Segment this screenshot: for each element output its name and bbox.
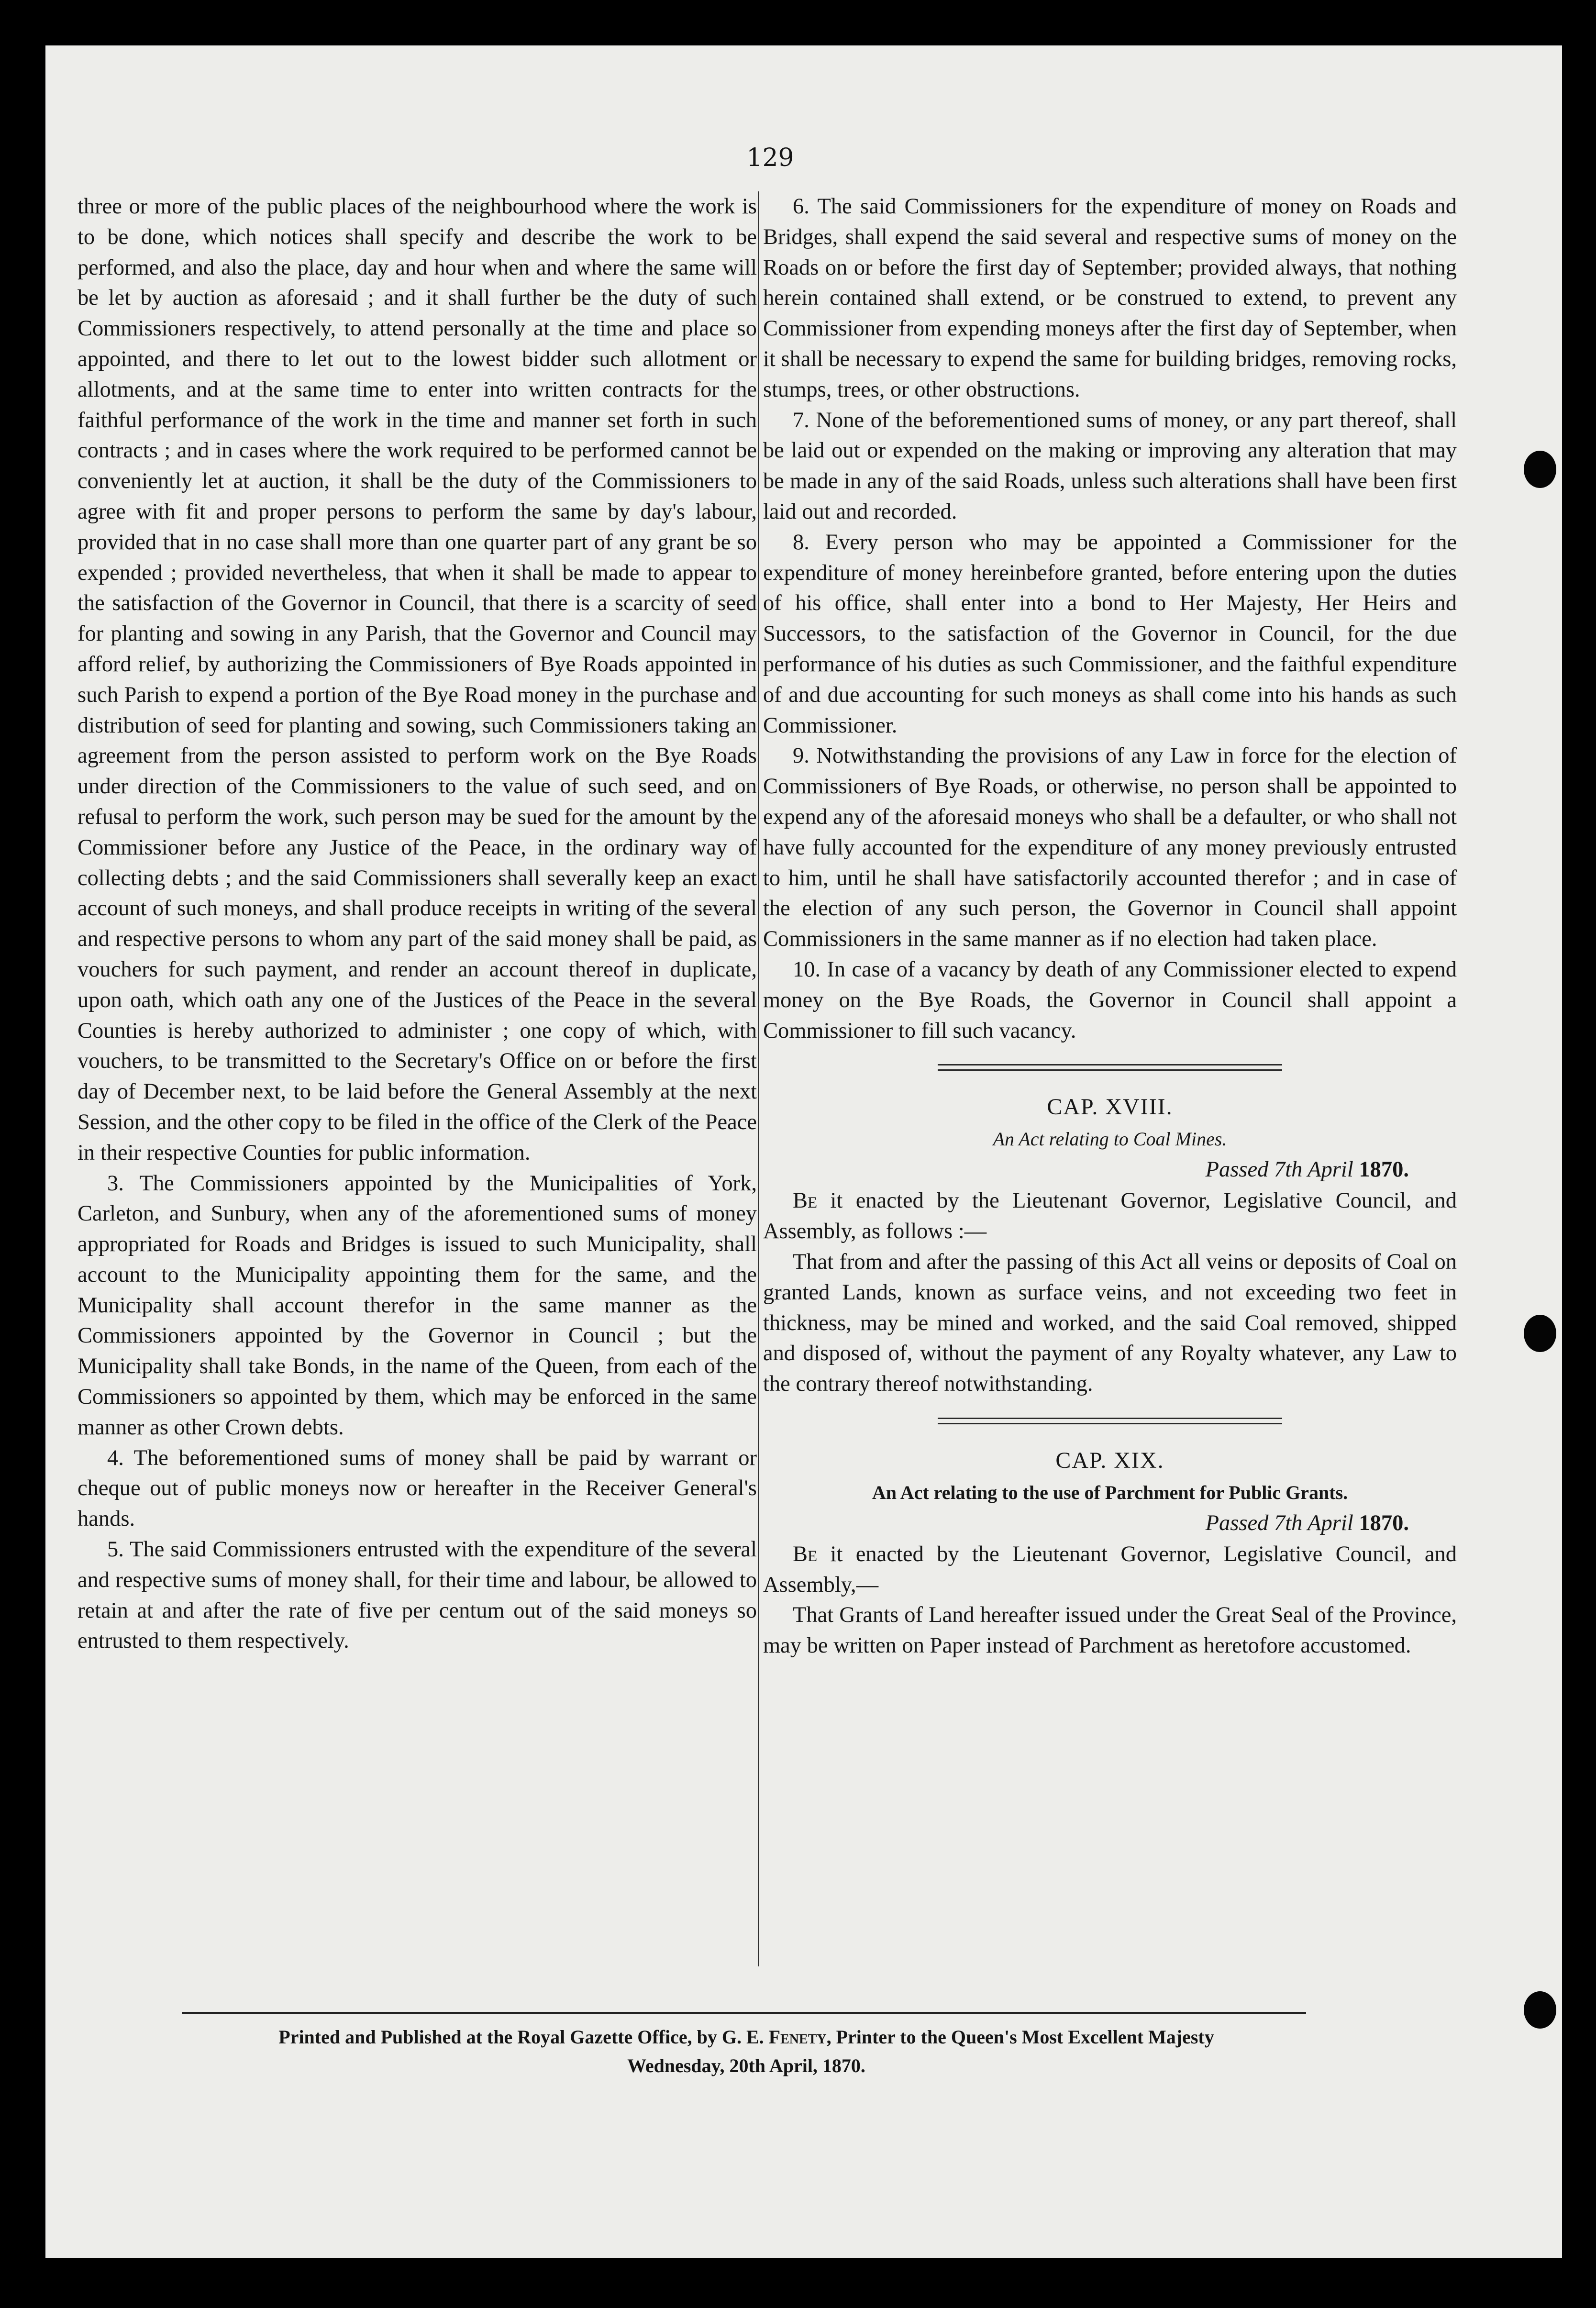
cap19-subtitle: An Act relating to the use of Parchment for Public Grants. [872,1481,1348,1503]
section-5: 5. The said Commissioners entrusted with the expenditure of the several and respective sums of money shall, for their time and labour, be allowed to retain at and after the rate of five per centum out of the said moneys so entrusted to them respectively. [78,1537,757,1653]
section-4: 4. The beforementioned sums of money shall be paid by warrant or cheque out of public moneys now or hereafter in the Receiver General's hands. [78,1445,757,1531]
section-10: 10. In case of a vacancy by death of any Commissioner elected to expend money on the Bye Roads, the Governor in Council shall appoint a Commissioner to fill such vacancy. [763,957,1457,1043]
section-divider-rule [938,1064,1282,1071]
cap18-enacting-clause [763,1186,1457,1247]
cap19-body: That Grants of Land hereafter issued under the Great Seal of the Province, may be written on Paper instead of Parchment as heretofore accustomed. [763,1603,1457,1658]
footer-rule [182,2012,1306,2014]
section-3: 3. The Commissioners appointed by the Municipalities of York, Carleton, and Sunbury, when any of the aforementioned sums of money appropriated for Roads and Bridges is issued to such Municipality, shall account to the Municipality appointing them for the same, and the Municipality shall account therefor in the same manner as the Commissioners appointed by the Governor in Council ; but the Municipality shall take Bonds, in the name of the Queen, from each of the Commissioners so appointed by them, which may be enforced in the same manner as other Crown debts. [78,1171,757,1440]
cap18-passed-label: Passed 7th April [1205,1157,1353,1182]
cap19-enact-first-word: Be [793,1542,818,1566]
imprint-printer-name: Fenety [768,2026,827,2048]
punch-hole-middle [1524,1315,1556,1352]
cap19-passed-label: Passed 7th April [1205,1510,1353,1535]
cap18-passed-date [763,1154,1457,1186]
cap19-enact-rest: it enacted by the Lieutenant Governor, Legislative Council, and Assembly,— [763,1542,1457,1597]
imprint-line-1 [144,2023,1349,2052]
punch-hole-top [1524,451,1556,488]
page-number: 129 [746,144,794,172]
imprint-publisher: Printed and Published at the Royal Gazette Office, by G. E. [278,2026,764,2048]
cap19-passed-date [763,1508,1457,1539]
cap18-passed-year: 1870. [1359,1157,1409,1182]
cap19-passed-year: 1870. [1359,1510,1409,1535]
imprint-printer-title: , Printer to the Queen's Most Excellent Majesty [826,2026,1214,2048]
cap18-subtitle: An Act relating to Coal Mines. [993,1128,1227,1150]
cap19-title: CAP. XIX. [1055,1447,1164,1473]
punch-hole-bottom [1524,1991,1556,2029]
printer-imprint [144,2023,1349,2080]
cap18-title: CAP. XVIII. [1047,1094,1173,1120]
section-8: 8. Every person who may be appointed a Commissioner for the expenditure of money hereinbefore granted, before entering upon the duties of his office, shall enter into a bond to Her Majesty, Her Heirs and Successors, to the satisfaction of the Governor in Council, for the due performance of his duties as such Commissioner, and the faithful expenditure of and due accounting for such moneys as shall come into his hands as such Commissioner. [763,530,1457,738]
right-column [763,191,1457,1661]
section-7: 7. None of the beforementioned sums of money, or any part thereof, shall be laid out or expended on the making or improving any alteration that may be made in any of the said Roads, unless such alterations shall have been first laid out and recorded. [763,408,1457,524]
section-divider-rule [938,1418,1282,1424]
column-divider [758,191,759,1966]
cap18-enact-first-word: Be [793,1188,818,1213]
cap18-enact-rest: it enacted by the Lieutenant Governor, Legislative Council, and Assembly, as follows :— [763,1188,1457,1244]
cap18-body: That from and after the passing of this Act all veins or deposits of Coal on granted Lands, known as surface veins, and not exceeding two feet in thickness, may be mined and worked, and the said Coal removed, shipped and disposed of, without the payment of any Royalty whatever, any Law to the contrary thereof notwithstanding. [763,1249,1457,1397]
left-column [78,191,757,1656]
section-6: 6. The said Commissioners for the expenditure of money on Roads and Bridges, shall expend the said several and respective sums of money on the Roads on or before the first day of September; provided always, that nothing herein contained shall extend, or be construed to extend, to prevent any Commissioner from expending moneys after the first day of September, when it shall be necessary to expend the same for building bridges, removing rocks, stumps, trees, or other obstructions. [763,194,1457,402]
section-9: 9. Notwithstanding the provisions of any Law in force for the election of Commissioners of Bye Roads, or otherwise, no person shall be appointed to expend any of the aforesaid moneys who shall be a defaulter, or who shall not have fully accounted for the expenditure of any money previously entrusted to him, until he shall have satisfactorily accounted therefor ; and in case of the election of any such person, the Governor in Council shall appoint Commissioners in the same manner as if no election had taken place. [763,743,1457,952]
paragraph-continued: three or more of the public places of the neighbourhood where the work is to be done, which notices shall specify and describe the work to be performed, and also the place, day and hour when and where the same will be let by auction as aforesaid ; and it shall further be the duty of such Commissioners respectively, to attend personally at the time and place so appointed, and there to let out to the lowest bidder such allotment or allotments, and at the same time to enter into written contracts for the faithful performance of the work in the time and manner set forth in such contracts ; and in cases where the work required to be performed cannot be conveniently let at auction, it shall be the duty of the Commissioners to agree with fit and proper persons to perform the same by day's labour, provided that in no case shall more than one quarter part of any grant be so expended ; provided nevertheless, that when it shall be made to appear to the satisfaction of the Governor in Council, that there is a scarcity of seed for planting and sowing in any Parish, that the Governor and Council may afford relief, by authorizing the Commissioners of Bye Roads appointed in such Parish to expend a portion of the Bye Road money in the purchase and distribution of seed for planting and sowing, such Commissioners taking an agreement from the person assisted to perform work on the Bye Roads under direction of the Commissioners to the value of such seed, and on refusal to perform the work, such person may be sued for the amount by the Commissioner before any Justice of the Peace, in the ordinary way of collecting debts ; and the said Commissioners shall severally keep an exact account of such moneys, and shall produce receipts in writing of the several and respective persons to whom any part of the said money shall be paid, as vouchers for such payment, and render an account thereof in duplicate, upon oath, which oath any one of the Justices of the Peace in the several Counties is hereby authorized to administer ; one copy of which, with vouchers, to be transmitted to the Secretary's Office on or before the first day of December next, to be laid before the General Assembly at the next Session, and the other copy to be filed in the office of the Clerk of the Peace in their respective Counties for public information. [78,194,757,1165]
imprint-date: Wednesday, 20th April, 1870. [627,2055,865,2076]
cap19-enacting-clause [763,1539,1457,1600]
